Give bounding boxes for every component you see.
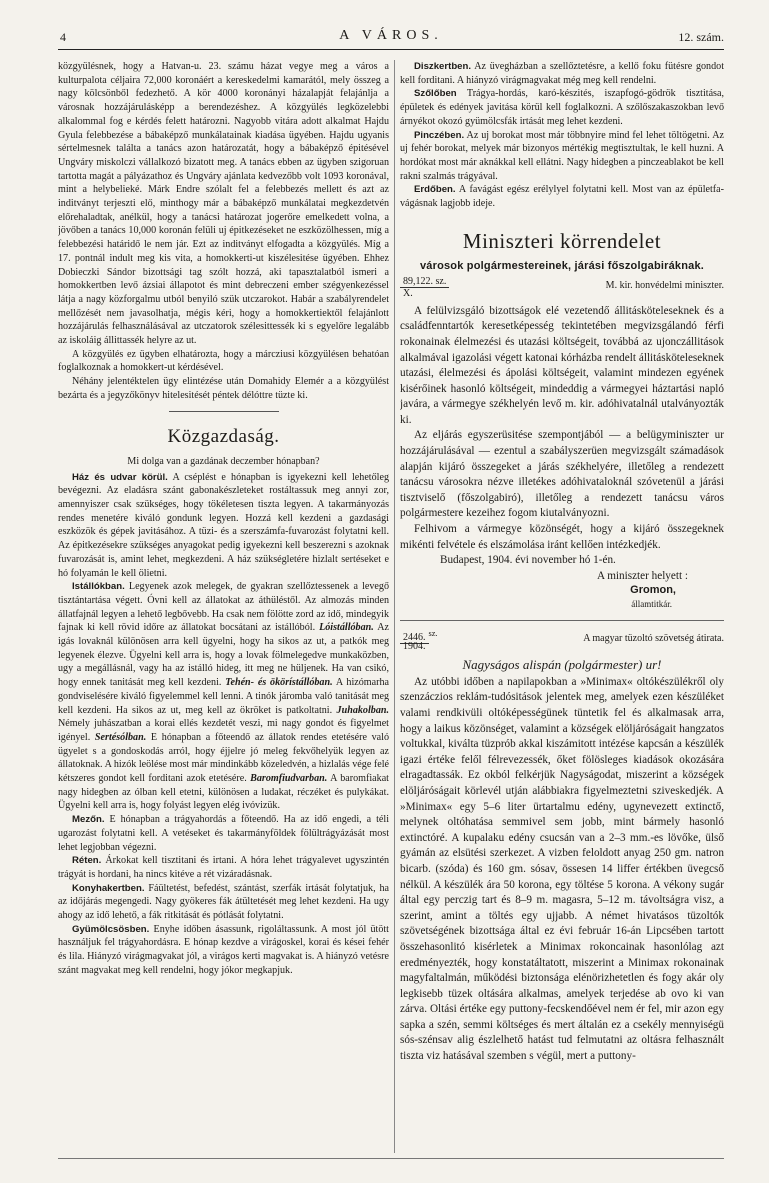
decree-paragraph-1: A felülvizsgáló bizottságok elé vezetendő állitásköteleseknek és a családfenntartók keresetképesség tekintetében megvizsgálandó férfi rokonainak élelmezési és utazási költségeit, továbbá az ujonczállitások alkalmával igazolási végett katonai kórházba rendelt állitásköteleseknek utazási, élelmezési és ápolási költségeit, valamint mindezen egyének kisérőinek hasonló költségeit, mindeddig a vármegyei háztartási napló javára, a vármegye székhelyén levő m. kir. adóhivatalnál utalványozták ki.	[400, 304, 724, 426]
section-separator	[169, 411, 279, 412]
paragraph-stables: Istállókban. Legyenek azok melegek, de gyakran szellőztessenek a levegő tisztántartása végett. Óvni kell az állatokat az áthüléstől. Az almozás minden állatfajnál legyen a lehető legbővebb. Ha csak nem fölötte zord az idő, mindegyik fajnak ki kell rövid időre az állatokat bocsátani az istállóból. Lóistállóban. Az igás lovaknál különösen arra kell ügyelni, hogy ha sikos az ut, a patkók meg legyenek élezve. Ügyelni kell arra is, hogy a lovak fölmelegedve munkaközben, ugy a megállásnál, vagy ha az istálló hideg, itt meg ne hüljenek. Ha van csikó, hogy ennek tanitását meg kell kezdeni. Tehén- és ökörístállóban. A hizómarha gondviselésére kiváló figyelemmel kell lenni. A tinók járomba való tanitását meg kell kezdeni. Ha sikos az ut, meg kell az ökröket is patkoltatni. Juhakolban. Némely juhászatban a korai ellés kezdetét veszi, mi nagy gondot és figyelmet igényel. Sertésólban. E hónapban a főteendő az állatok rendes etetésére való ügyelet s a gondoskodás arról, hogy éjjelre jó meleg fekvőhelyük legyen az állatoknak. A hizók leölése most már mindinkább közeledvén, a hizlalás vége felé kétszeres gondot kell forditani azok etetésére. Baromfiudvarban. A baromfiakat nagy hidegben az ólban kell etetni, különösen a ludakat, réczéket és pulykákat. Ügyelni kell arra is, hogy folyást legyen elég ivóvizük.	[58, 581, 389, 812]
letter-source: A magyar tüzoltó szövetség átirata.	[583, 632, 724, 644]
lead-meadow: Réten.	[72, 855, 102, 867]
lead-house-yard: Ház és udvar körül.	[72, 471, 168, 483]
paragraph-meadow: Réten. Árkokat kell tisztitani és irtani. A hóra lehet trágyalevet ugyszintén trágyát is hordani, ha nincs kitéve a rét vizáradásnak.	[58, 855, 389, 880]
decree-addressees: városok polgármestereinek, járási főszolgabiráknak.	[419, 259, 705, 272]
decree-reference-number: $\frac{89,122. sz.}{X.}$	[400, 276, 449, 288]
ministry-name: M. kir. honvédelmi miniszter.	[605, 279, 724, 291]
paragraph-forest: Erdőben. A favágást egész erélylyel folytatni kell. Most van az épületfa-vágásnak lagjobb ideje.	[400, 184, 724, 210]
paragraph-field: Mezőn. E hónapban a trágyahordás a főteendő. Ha az idő engedi, a téli ugarozást folytatni kell. A vetéseket és takarmányföldek fölültrágyázását most lehet legjobban végezni.	[58, 814, 389, 853]
footer-rule	[58, 1158, 724, 1159]
council-report-paragraph: közgyülésnek, hogy a Hatvan-u. 23. számu házat vegye meg a város a kulturpalota céljaira 72,000 koronáért a kereskedelmi kamarától, mely összeg a nagy kölcsönből fedezhető. A kör 4000 koronányi házalapját felajánlja a városnak hozzájárulásképp a berendezéshez. A közgyülés legközelebbi alkalommal fog e kérdés felett határozni. Nagyobb vitára adott alkalmat Hajdu Gyula felebbezése a bábaképző munkálatainak kiadása ügyében. Hajdu ugyanis sértelmesnek találta a tanács azon határozatát, hogy a bábaképző épitésével Ungváry miskolczi vállalkozó bizatott meg. A tanács ebben az ügyben szigoruan tartotta magát a pályázathoz és Ungváry ajánlata kedvezőbb volt 1093 koronával, mint a helybelieké. Márk Endre szólalt fel a felebbezés mellett és azt az inditványt terjeszti elő, minthogy már a bábaképző munkálatai megkezdetvén előrehaladtak, anélkül, hogy a tanácsi határozat jogerőre emelkedett volna, a jövőben a tanács 10,000 koronán felüli uj épitkezéseket ne eszközölhessen, míg a felebbezési határidő le nem jár. Ezt az inditványt elfogadta a közgyülés. Míg a 17. pontnál indult meg kis vita, a homokkerti-ut kiszélesitése ügyében. Ehhez Dobieczki Sándor bizottsági tag szólt hozzá, aki tapasztalatból ismeri a homokkertben levő ázsiai állapotot és mint debreczeni ember szégyenkezéssel látja a nagy közforgalmu utból benyiló szük utczarokot. Habár a szabályrendelet mellőzését nem javasolhatja, mégis kéri, hogy a homokkertiektől felajánlott hozzájárulás felhasználásával az utczatorok szélesittessék ki s egyelőre legalább az iskoláig állittassék helyre az ut.	[58, 61, 389, 347]
lead-kitchen-garden: Konyhakertben.	[72, 882, 145, 894]
lead-stables: Istállókban.	[72, 581, 125, 593]
council-decision-paragraph: A közgyülés ez ügyben elhatározta, hogy a márcziusi közgyülésen behatóan foglalkoznak a homokkert-ut kérdésével.	[58, 348, 389, 374]
letter-salutation: Nagyságos alispán (polgármester) ur!	[462, 656, 662, 672]
paragraph-house-yard: Ház és udvar körül. A cséplést e hónapban is igyekezni kell lehetőleg bevégezni. Az eladásra szánt gabonakészleteket rostáltassuk meg annyi zor, amennyiszer csak szükséges, hogy tökéletesen tiszta legyen. A takarmányozás rendes menetére kiváló gondunk legyen. Hozzá kell kezdeni a gazdasági eszközök és gépek javitásához. A tüzi- és a szerszámfa-fuvarozást folytatni kell. Az épitkezésekre szükséges anyagokat pedig igyekezni kell beszerezni s azoknak fuvarozását is, amint lehet, megkezdeni. A ház szükségletére hizlalt sertéseket e hó folyamán le kell ölietni.	[58, 471, 389, 579]
subhead-poultry-yard: Baromfiudvarban.	[250, 773, 328, 785]
paragraph-cellar: Pinczében. Az uj borokat most már többnyire mind fel lehet töltögetni. Az uj fehér borokat, melyek már bizonyos mértékig megtisztultak, le kell huzni. A hordókat most már aknákkal kell ellátni. Nagy hidegben a pinczeablakot be kell rakni szalmás trágyával.	[400, 129, 724, 182]
decree-title: Miniszteri körrendelet	[462, 228, 662, 253]
paragraph-orchard: Gyümölcsösben. Enyhe időben ásassunk, rigoláltassunk. A most jól ütött használjuk fel trágyahordásra. E hónap kezdve a virágoskel, korai és kései fehér és lila. Hiányzó virágmagvakat jól, a virágos kerti magvakat is. A hiányzó vetésre szánt magvakat meg kell rendelni, hogy jókor megkapjuk.	[58, 923, 389, 976]
paragraph-kitchen-garden: Konyhakertben. Fáültetést, befedést, szántást, szerfák irtását folytatjuk, ha az időjárás megengedi. Nagy gyökeres fák átültetését meg lehet kezdeni. Ha ugy ahogy az idő lehető, a fák ritkitását és pótlását folytatni.	[58, 882, 389, 922]
decree-signer-title: államtitkár.	[631, 599, 672, 610]
decree-date: Budapest, 1904. évi november hó 1-én.	[440, 554, 616, 567]
decree-signer-name: Gromon,	[630, 584, 676, 597]
section-title-economy: Közgazdaság.	[167, 425, 280, 447]
lead-forest: Erdőben.	[414, 184, 456, 196]
subhead-sheepfold: Juhakolban.	[336, 704, 389, 716]
decree-paragraph-2: Az eljárás egyszerüsitése szempontjából — a belügyminiszter ur hozzájárulásával — ezentul a szabályszerüen megvizsgált számadások alapján kijáró összegeket a járás székhelyére, illetőleg a rendezett tanácsu városokra nézve illetékes adóhivataloknál szóvetenül a járási tisztviselő (főszolgabiró), illetőleg a rendezett tanácsu város polgármestere kezeihez fogom kiutalványozni.	[400, 429, 724, 520]
article-separator	[400, 620, 724, 621]
lead-field: Mezőn.	[72, 814, 105, 826]
letter-body: Az utóbbi időben a napilapokban a »Minimax« oltókészülékről oly szenzáczios reklám-tudósitások jelentek meg, amelyek ezen készüléket valami rendkivüli oltóképességünek tüntetik fel és alkalmasak arra, hogy a laikus közönséget, valamint a községek elöljáróságait hangzatos voltukkal, kiválta tüzprób akkal kiszámitott intézése kapcsán a készülék igazi értéke felől félrevezessék, őket fölösleges kiadások okozására elragadtassák. Ez okból felkérjük Nagyságodat, miszerint a községek elöljáróságait körlevél utján alábbiakra figyelmeztetni sziveskedjék. A »Minimax« egy 5–6 liter ürtartalmu edény, ugynevezett extinctő, melynek oltóhatása semmivel sem jobb, mint bármely hasonló extinctóré. A kupalaku edény csucsán van a 2–3 mm.-es lövőke, ülső gyámán az elsütési szerkezet. A vizben feloldott anyag 250 gm. natron bicarb. (szóda) és 160 gm. sósav, össesen 14 liffer értékben üvegcső nélkül. A készülék ára 50 korona, egy töltése 5 korona. A vékony sugár által egy perczig tart és 8–9 m. magasra, 5–12 m. távoltságra visz, a szerint, amint a töltés egy ujjabb. A német hivatásos tüzoltók szövetségének bizottsága által ez évi február 16-án Lipcsében tartott összehasonlitó kisérletek a Minimax rokoncainak hasonlólag azt eredményezték, hogy konstatáltatott, miszerint a Minimax rokonainak magyfaltalmán, működési biztonsága elénörizhetetlen és fogy akár oly legkisebb tüzek oltására alkalmas, amelyek terjedése ab ovo ki van zárva. Oltási értéke egy puttony-fecskendőével nem ér fel, mir azon egy sapka a szén, semmi költséges és mert általán ez a csekély mennyiségü sós-szénsav alig észlelhető hatást tud felmutatni az oltásra felhasznált tiszta viz hatásával szemben s végül, mert a puttony-	[400, 675, 724, 1063]
letter-reference-number: 2446. $^{sz.}$ 1904.	[400, 629, 438, 644]
decree-paragraph-3: Felhivom a vármegye közönségét, hogy a kijáró összegeknek mikénti felvétele és elszámolása iránt kellően intézkedjék.	[400, 523, 724, 551]
column-divider	[394, 60, 395, 1153]
subhead-pigsty: Sertésólban.	[94, 731, 147, 743]
left-column	[58, 60, 389, 1155]
paragraph-ornamental-garden: Diszkertben. Az üvegházban a szellőztetésre, a kellő foku fütésre gondot kell forditani. A hiányzó virágmagvakat még meg kell rendelni.	[400, 61, 724, 86]
council-closing-paragraph: Néhány jelentéktelen ügy elintézése után Domahidy Elemér a a közgyülést bezárta és a jegyzőkönyv hitelesitését péntek délóttre tüzte ki.	[58, 376, 389, 401]
page-number: 4	[60, 30, 66, 44]
header-rule	[58, 49, 724, 50]
section-question: Mi dolga van a gazdának deczember hónapban?	[127, 455, 320, 467]
newspaper-title: A VÁROS.	[339, 28, 443, 43]
decree-reference-row	[400, 276, 724, 304]
right-column	[400, 60, 724, 1155]
paragraph-vineyard: Szőlőben Trágya-hordás, karó-készités, iszapfogó-gödrök tisztitása, épületek és edények javitása körül kell foglalkozni. A szőlőszakaszokban levő árnyékot okozó gyümölcsfák irtását meg lehet kezdeni.	[400, 88, 724, 127]
letter-reference-row	[400, 629, 724, 657]
lead-cellar: Pinczében.	[414, 129, 465, 141]
lead-ornamental-garden: Diszkertben.	[414, 61, 472, 72]
subhead-cow-stable: Tehén- és ökörístállóban.	[225, 677, 333, 689]
decree-signer-line: A miniszter helyett :	[596, 569, 688, 582]
lead-vineyard: Szőlőben	[414, 88, 457, 100]
issue-number: 12. szám.	[678, 30, 724, 44]
lead-orchard: Gyümölcsösben.	[72, 923, 150, 935]
page-header	[58, 28, 724, 48]
subhead-horse-stable: Lóistállóban.	[319, 622, 374, 634]
